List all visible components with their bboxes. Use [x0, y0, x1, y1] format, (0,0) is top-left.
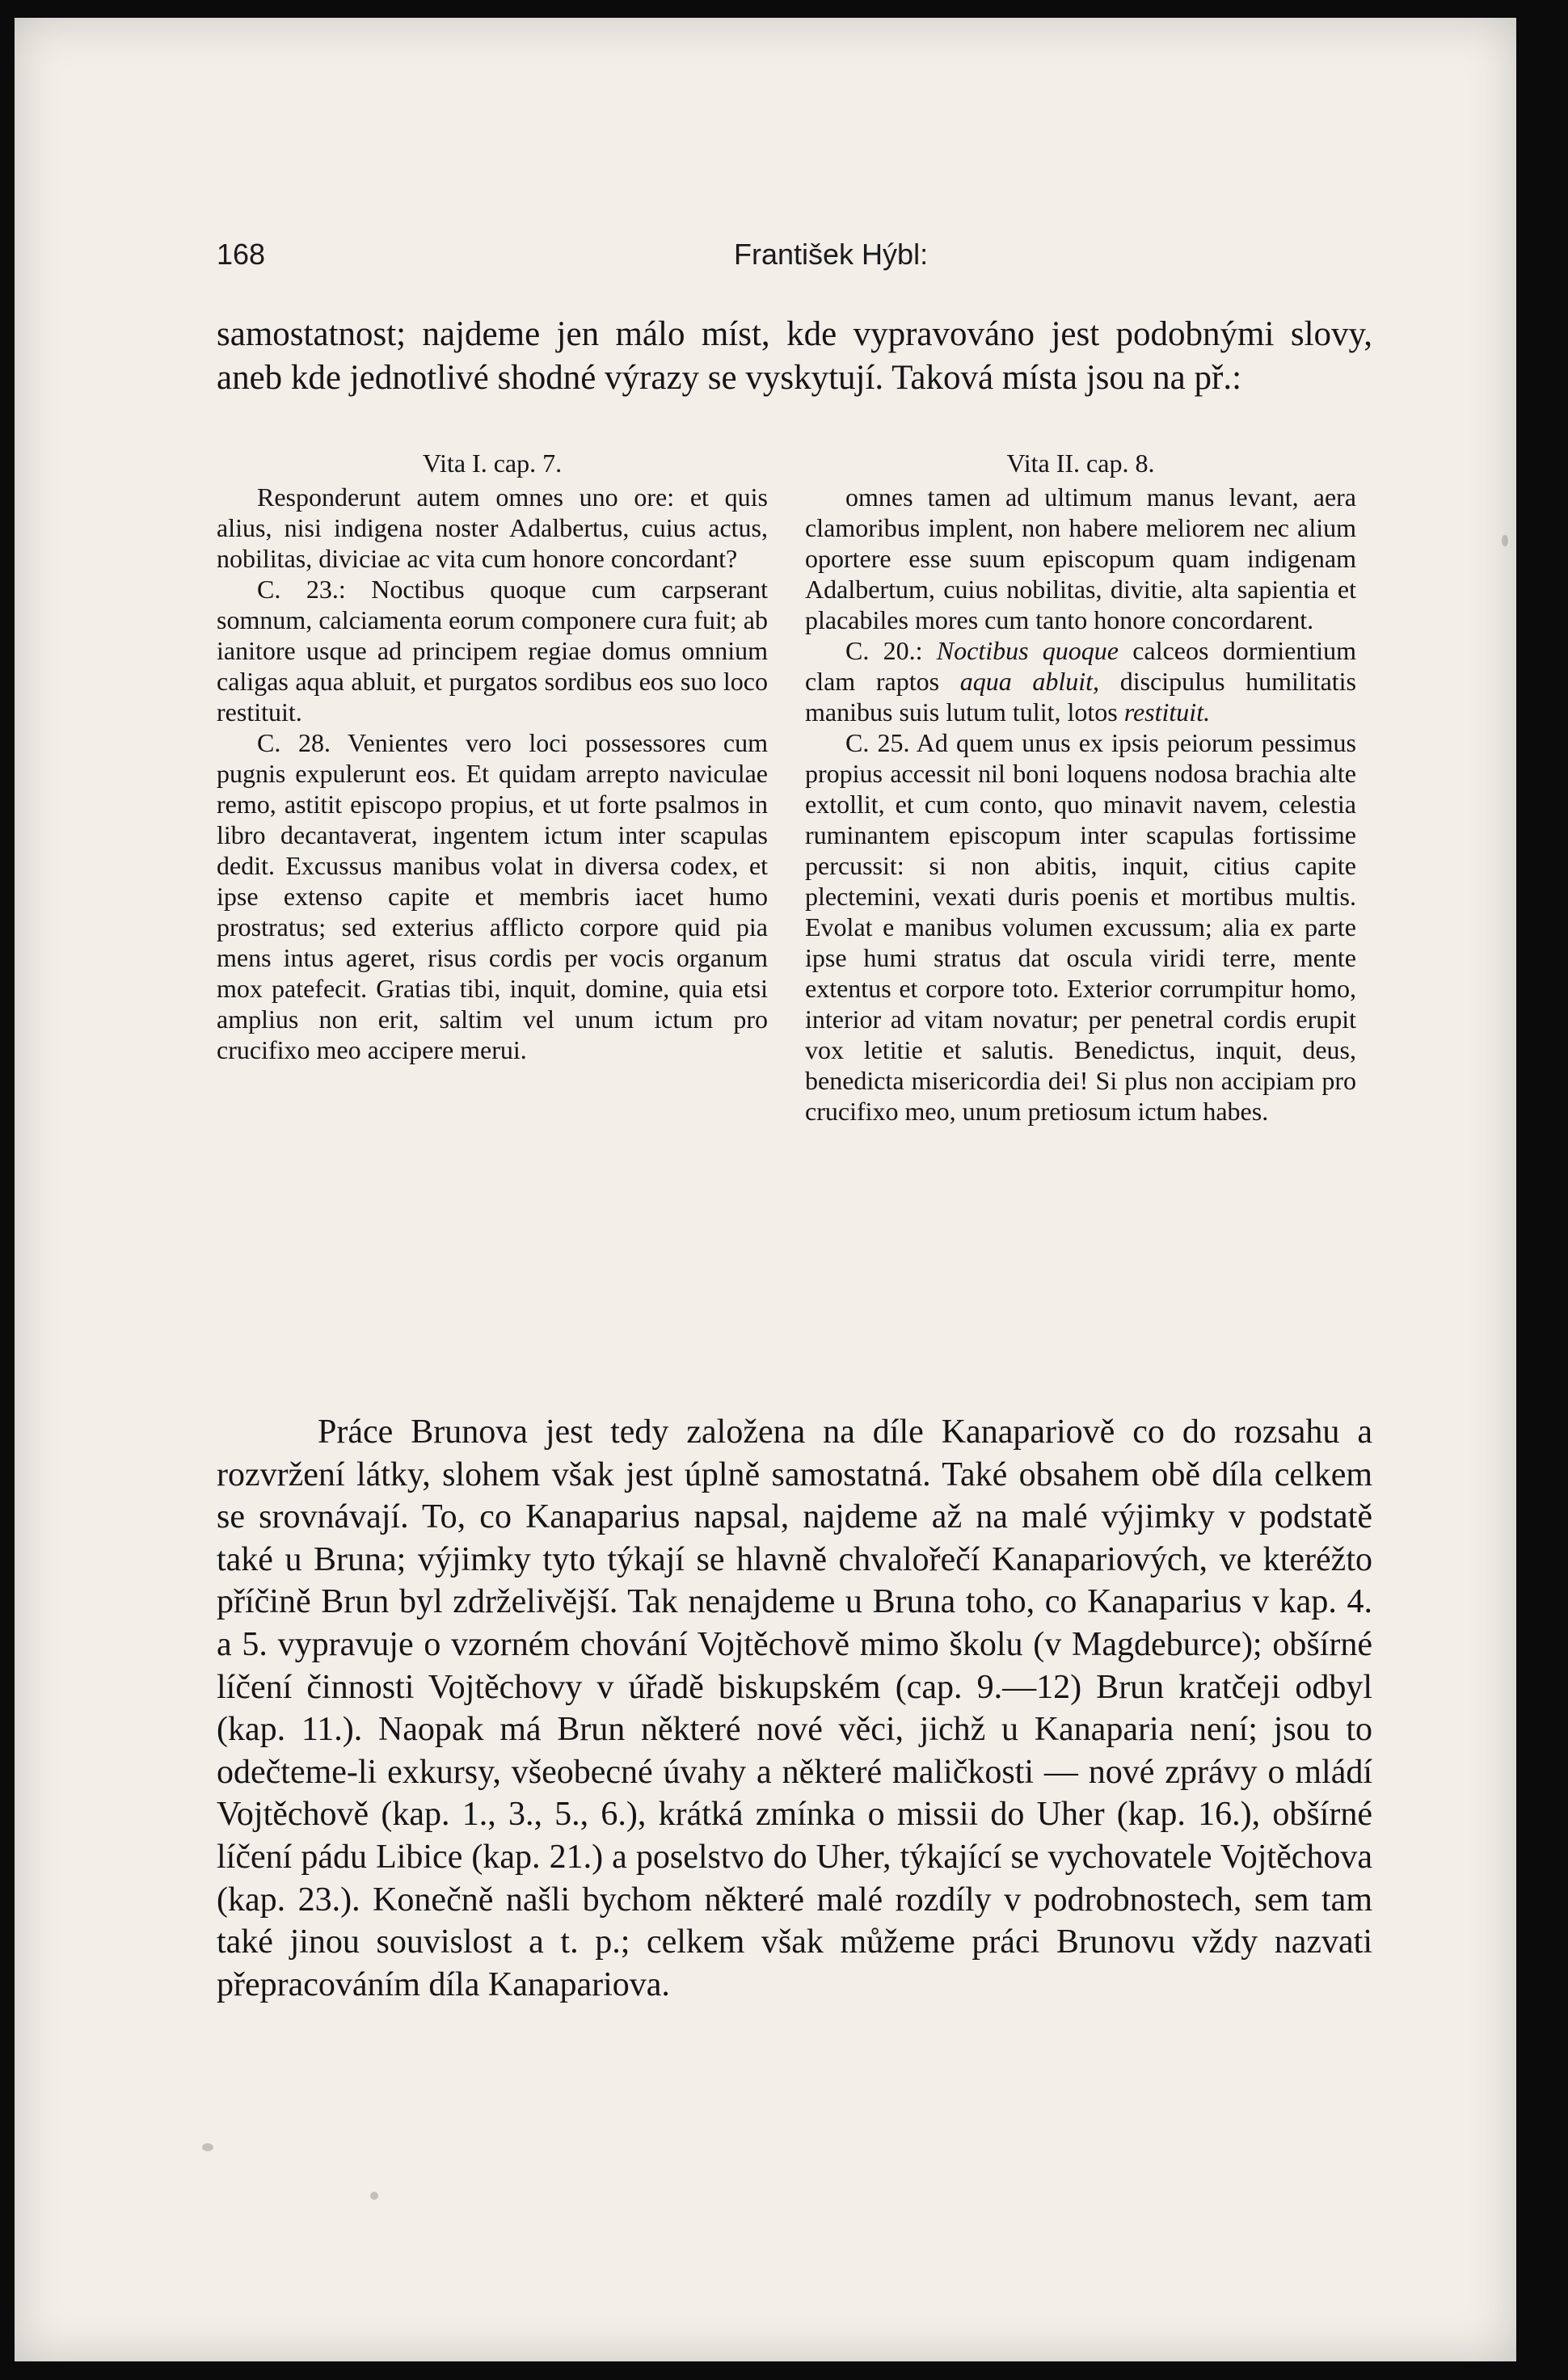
text-run: discipulus humilitatis manibus suis lutum tulit, lotos — [805, 667, 1357, 727]
right-paragraph-c20 — [805, 635, 1356, 727]
text-run: calceos dormientium clam raptos — [805, 636, 1357, 696]
left-column-vita-i — [217, 448, 768, 1065]
left-column-caption: Vita I. cap. 7. — [422, 449, 563, 478]
right-column-vita-ii — [805, 448, 1356, 1127]
page-number: 168 — [217, 238, 266, 271]
left-paragraph: Responderunt autem omnes uno ore: et quis alius, nisi indigena noster Adalbertus, cuius actus, nobilitas, diviciae ac vita cum honore concordant? — [217, 482, 768, 573]
left-paragraph: C. 23.: Noctibus quoque cum carpserant somnum, calciamenta eorum componere cura fuit; ab ianitore usque ad principem regiae domus omnium caligas aqua abluit, et purgatos sordibus eos suo loco restituit. — [217, 575, 768, 727]
right-paragraph: C. 25. Ad quem unus ex ipsis peiorum pessimus propius accessit nil boni loquens nodosa brachia alte extollit, et cum conto, quo minavit navem, celestia ruminantem episcopum inter scapulas fortissime percussit: si non abitis, inquit, citius capite plectemini, vexati duris poenis et mortibus multis. Evolat e manibus volumen excussum; alia ex parte ipse humi stratus dat oscula viridi terre, mente extentus et corpore toto. Exterior corrumpitur homo, interior ad vitam novatur; per penetral cordis erupit vox letitie et salutis. Benedictus, inquit, deus, benedicta misericordia dei! Si plus non accipiam pro crucifixo meo, unum pretiosum ictum habes. — [805, 728, 1356, 1126]
left-paragraph: C. 28. Venientes vero loci possessores cum pugnis expulerunt eos. Et quidam arrepto naviculae remo, astitit episcopo propius, et ut forte psalmos in libro decantaverat, ingentem ictum inter scapulas dedit. Excussus manibus volat in diversa codex, et ipse extenso capite et membris iacet humo prostratus; sed exterius afflicto corpore quid pia mens intus ageret, risus cordis per vocis organum mox patefecit. Gratias tibi, inquit, domine, quia etsi amplius non erit, saltim vel unum ictum pro crucifixo meo accipere merui. — [217, 728, 768, 1064]
italic-run: aqua abluit, — [959, 667, 1100, 696]
main-paragraph — [217, 1411, 1372, 2006]
scan-speck — [202, 2143, 213, 2151]
main-paragraph-text: Práce Brunova jest tedy založena na díle Kanapariově co do rozsahu a rozvržení látky, slohem však jest úplně samostatná. Také obsahem obě díla celkem se srovnávají. To, co Kanaparius napsal, najdeme až na malé výjimky v podstatě také u Bruna; výjimky tyto týkají se hlavně chvalořečí Kanapariových, ve kteréžto příčině Brun byl zdrželivější. Tak nenajdeme u Bruna toho, co Kanaparius v kap. 4. a 5. vypravuje o vzorném chování Vojtěchově mimo školu (v Magdeburce); obšírné líčení činnosti Vojtěchovy v úřadě biskupském (cap. 9.—12) Brun kratčeji odbyl (kap. 11.). Naopak má Brun některé nové věci, jichž u Kanaparia není; jsou to odečteme-li exkursy, všeobecné úvahy a některé maličkosti — nové zprávy o mládí Vojtěchově (kap. 1., 3., 5., 6.), krátká zmínka o missii do Uher (kap. 16.), obšírné líčení pádu Libice (kap. 21.) a poselstvo do Uher, týkající se vychovatele Vojtěchova (kap. 23.). Konečně našli bychom některé malé rozdíly v podrobnostech, sem tam také jinou souvislost a t. p.; celkem však můžeme práci Brunovu vždy nazvati přepracováním díla Kanapariova. — [217, 1413, 1372, 2003]
text-run: C. 20.: — [845, 636, 923, 665]
scan-speck — [1502, 535, 1508, 546]
right-paragraph: omnes tamen ad ultimum manus levant, aera clamoribus implent, non habere meliorem nec alium oportere esse suum episcopum quam indigenam Adalbertum, cuius nobilitas, divitie, alta sapientia et placabiles mores cum tanto honore concordarent. — [805, 482, 1356, 634]
running-head-author: František Hýbl: — [734, 238, 929, 271]
right-column-caption: Vita II. cap. 8. — [1006, 449, 1155, 478]
scan-speck — [370, 2192, 378, 2200]
running-header — [217, 238, 1372, 278]
intro-paragraph: samostatnost; najdeme jen málo míst, kde vypravováno jest podobnými slovy, aneb kde jednotlivé shodné výrazy se vyskytují. Taková místa jsou na př.: — [217, 315, 1372, 397]
italic-run: restituit. — [1123, 697, 1211, 727]
italic-run: Noctibus quoque — [936, 636, 1119, 665]
scanned-page — [15, 18, 1516, 2361]
